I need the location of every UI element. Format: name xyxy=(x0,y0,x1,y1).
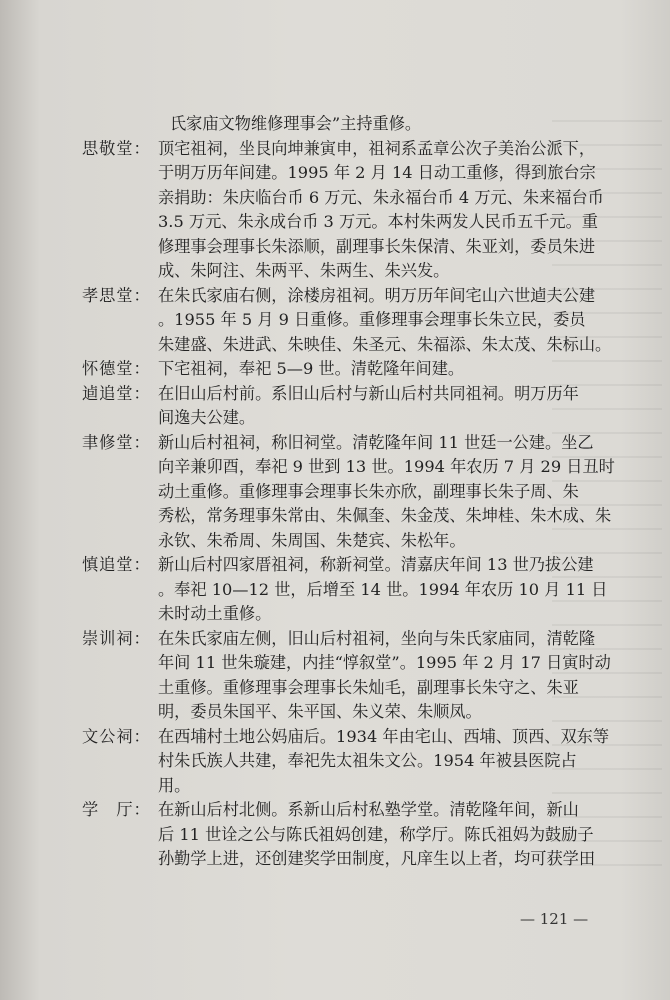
entry-text: 顶宅祖祠，坐艮向坤兼寅申，祖祠系孟章公次子美治公派下， xyxy=(158,138,596,158)
entry-text: 下宅祖祠，奉祀 5—9 世。清乾隆年间建。 xyxy=(158,359,465,378)
entry-continuation-line: 修理事会理事长朱添顺，副理事长朱保清、朱亚刘，委员朱进 xyxy=(158,236,596,256)
entry-continuation-line: 。1955 年 5 月 9 日重修。重修理事会理事长朱立民，委员 xyxy=(158,310,586,329)
entry-continuation-line: 3.5 万元、朱永成台币 3 万元。本村朱两发人民币五千元。重 xyxy=(158,212,598,231)
entry-first-line xyxy=(82,284,622,309)
entry-text: 在西埔村土地公妈庙后。1934 年由宅山、西埔、顶西、双东等 xyxy=(158,726,610,746)
entry-text: 新山后村祖祠，称旧祠堂。清乾隆年间 11 世廷一公建。坐乙 xyxy=(158,432,594,452)
entry-term: 聿修堂： xyxy=(82,432,151,452)
entry-term: 孝思堂： xyxy=(82,285,151,305)
page-text xyxy=(82,112,622,872)
entry-term: 逌追堂： xyxy=(82,383,151,403)
entry-first-line xyxy=(82,798,622,823)
entry-continuation-line: 永钦、朱希周、朱周国、朱楚宾、朱松年。 xyxy=(158,530,466,550)
entry-term: 崇训祠： xyxy=(82,628,151,648)
intro-line: 氏家庙文物维修理事会”主持重修。 xyxy=(170,114,422,133)
entry-term: 怀德堂： xyxy=(82,359,151,378)
entry-continuation-line: 明，委员朱国平、朱平国、朱义荣、朱顺凤。 xyxy=(158,702,482,721)
entry-continuation-line: 村朱氏族人共建，奉祀先太祖朱文公。1954 年被县医院占 xyxy=(158,751,577,770)
entry-continuation-line: 未时动土重修。 xyxy=(158,604,272,623)
entry-continuation-line: 。奉祀 10—12 世，后增至 14 世。1994 年农历 10 月 11 日 xyxy=(158,579,608,599)
entry-continuation-line: 用。 xyxy=(158,775,191,795)
entry-term: 文公祠： xyxy=(82,726,151,746)
entry-continuation-line: 秀松，常务理事朱常由、朱佩奎、朱金茂、朱坤桂、朱木成、朱 xyxy=(158,506,612,525)
entry-term: 思敬堂： xyxy=(82,138,151,158)
entry-list xyxy=(82,137,622,872)
entry-continuation-line: 成、朱阿注、朱两平、朱两生、朱兴发。 xyxy=(158,261,450,280)
entry-first-line xyxy=(82,382,622,407)
entry-first-line xyxy=(82,725,622,750)
entry-text: 新山后村四家厝祖祠，称新祠堂。清嘉庆年间 13 世乃拔公建 xyxy=(158,555,594,574)
entry-text: 在新山后村北侧。系新山后村私塾学堂。清乾隆年间，新山 xyxy=(158,800,579,819)
entry-text: 在朱氏家庙左侧，旧山后村祖祠，坐向与朱氏家庙同，清乾隆 xyxy=(158,628,596,648)
entry-first-line xyxy=(82,357,622,382)
entry-continuation-line: 间逸夫公建。 xyxy=(158,408,256,427)
entry-continuation-line: 孙勤学上进，还创建奖学田制度，凡庠生以上者，均可获学田 xyxy=(158,849,596,868)
entry-term: 慎追堂： xyxy=(82,555,151,574)
entry-first-line xyxy=(82,137,622,162)
entry-continuation-line: 于明万历年间建。1995 年 2 月 14 日动工重修，得到旅台宗 xyxy=(158,163,596,182)
entry-first-line xyxy=(82,431,622,456)
entry-term: 学 厅： xyxy=(82,800,151,819)
entry-continuation-line: 动土重修。重修理事会理事长朱亦欣，副理事长朱子周、朱 xyxy=(158,481,579,501)
entry-first-line xyxy=(82,553,622,578)
entry-continuation-line: 朱建盛、朱进武、朱映佳、朱圣元、朱福添、朱太茂、朱标山。 xyxy=(158,334,612,354)
entry-text: 在旧山后村前。系旧山后村与新山后村共同祖祠。明万历年 xyxy=(158,383,579,403)
entry-text: 在朱氏家庙右侧，涂楼房祖祠。明万历年间宅山六世逌夫公建 xyxy=(158,285,596,305)
entry-continuation-line: 土重修。重修理事会理事长朱灿毛，副理事长朱守之、朱亚 xyxy=(158,677,579,697)
entry-first-line xyxy=(82,627,622,652)
entry-continuation-line: 年间 11 世朱璇建，内挂“惇叙堂”。1995 年 2 月 17 日寅时动 xyxy=(158,653,611,672)
page-number: — 121 — xyxy=(520,910,589,928)
entry-continuation-line: 后 11 世诠之公与陈氏祖妈创建，称学厅。陈氏祖妈为鼓励子 xyxy=(158,824,594,844)
entry-continuation-line: 向辛兼卯酉，奉祀 9 世到 13 世。1994 年农历 7 月 29 日丑时 xyxy=(158,457,615,476)
entry-continuation-line: 亲捐助：朱庆临台币 6 万元、朱永福台币 4 万元、朱来福台币 xyxy=(158,187,604,207)
